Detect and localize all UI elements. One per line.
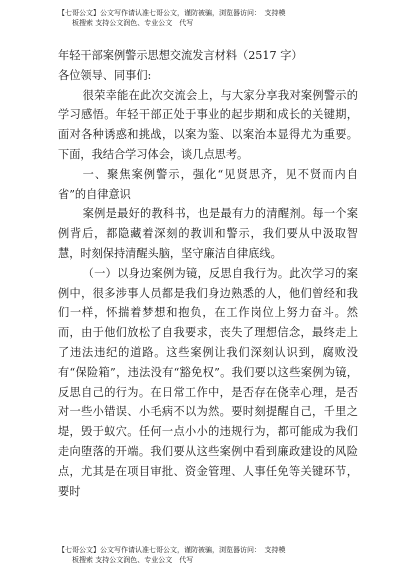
document-title: 年轻干部案例警示思想交流发言材料（2517 字） [58,49,303,62]
page-header [58,8,358,28]
footer-line-2: 板搜索 支持公文润色、专业公文 代写 [72,556,194,564]
paragraph-intro: 很荣幸能在此次交流会上，与大家分享我对案例警示的学习感悟。年轻干部正处于事业的起步期和成长的关键期，面对各种诱惑和挑战，以案为鉴、以案治本显得尤为重要。下面，我结合学习体会，谈几点思考。 [58,88,358,161]
paragraph-case-intro: 案例是最好的教科书，也是最有力的清醒剂。每一个案例背后，都隐藏着深刻的教训和警示，我们要从中汲取智慧，时刻保持清醒头脑，坚守廉洁自律底线。 [58,207,358,260]
page-footer [58,545,358,565]
document-body [58,46,358,501]
section-heading-1: 一、聚焦案例警示，强化“见贤思齐，见不贤而内自省”的自律意识 [58,167,358,201]
header-line-1: 【七哥公文】公文写作请认准七哥公文，谨防被骗，浏览器访问： 支持模 [58,9,286,17]
greeting: 各位领导、同事们: [58,68,152,82]
paragraph-subsection-1: （一）以身边案例为镜，反思自我行为。此次学习的案例中，很多涉事人员都是我们身边熟悉的人，他们曾经和我们一样，怀揣着梦想和抱负，在工作岗位上努力奋斗。然而，由于他们放松了自我要求，丧失了理想信念，最终走上了违法违纪的道路。这些案例让我们深刻认识到，腐败没有“保险箱”，违法没有“豁免权”。我们要以这些案例为镜，反思自己的行为。在日常工作中，是否存在侥幸心理，是否对一些小错误、小毛病不以为然。要时刻提醒自己，千里之堤，毁于蚁穴。任何一点小小的违规行为，都可能成为我们走向堕落的开端。我们要从这些案例中看到廉政建设的风险点，尤其是在项目审批、资金管理、人事任免等关键环节，要时 [58,266,358,498]
header-line-2: 板搜索 支持公文润色、专业公文 代写 [72,19,194,27]
footer-line-1: 【七哥公文】公文写作请认准七哥公文，谨防被骗，浏览器访问： 支持模 [58,546,286,554]
